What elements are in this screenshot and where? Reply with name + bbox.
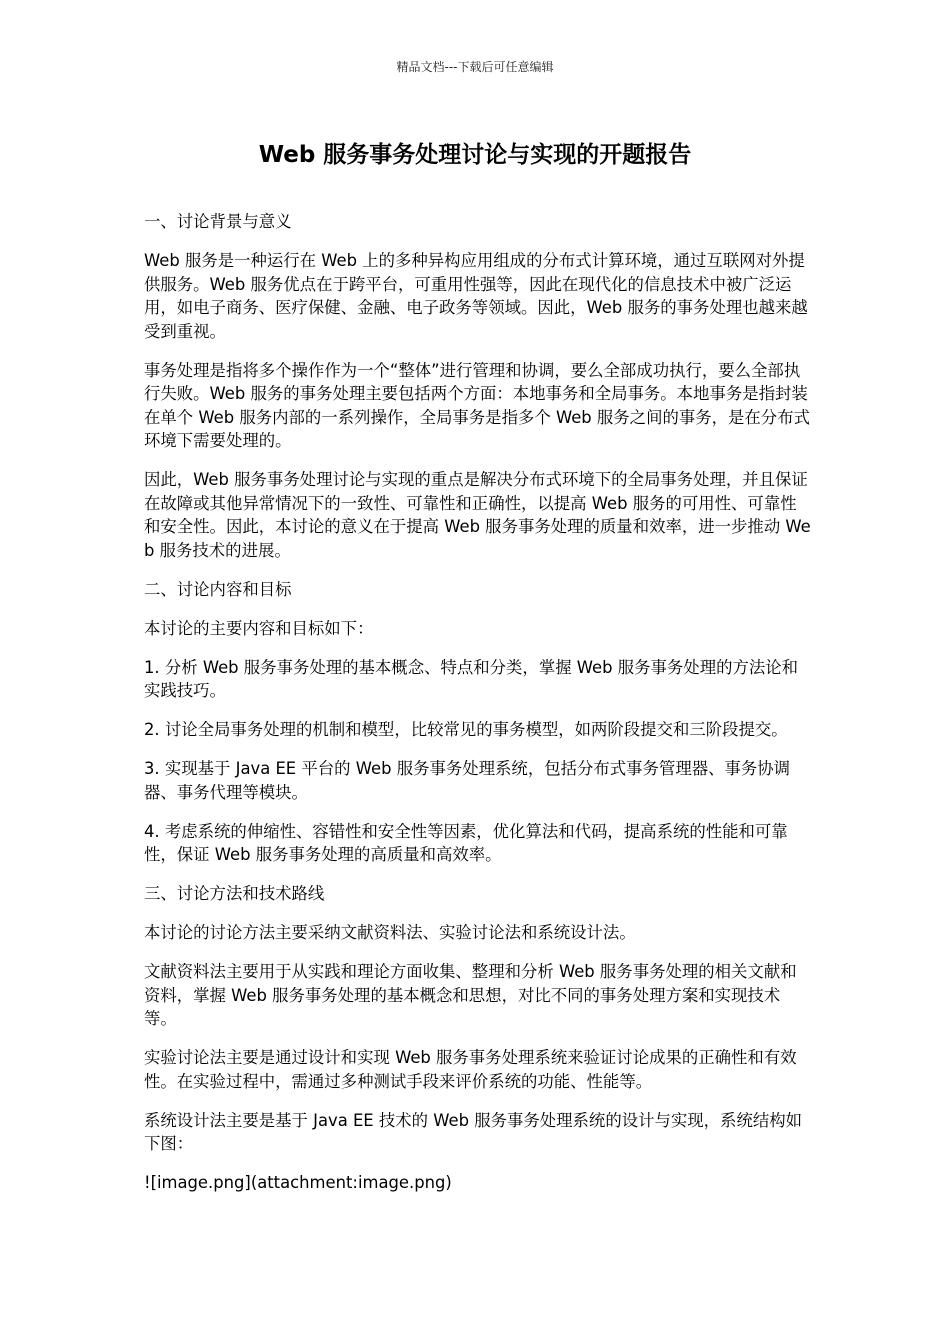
section-2-item-4: 4. 考虑系统的伸缩性、容错性和安全性等因素，优化算法和代码，提高系统的性能和可靠性，保证 Web 服务事务处理的高质量和高效率。 bbox=[144, 821, 788, 864]
section-3-paragraph-3: 实验讨论法主要是通过设计和实现 Web 服务事务处理系统来验证讨论成果的正确性和有效性。在实验过程中，需通过多种测试手段来评价系统的功能、性能等。 bbox=[144, 1048, 797, 1091]
document-title: Web 服务事务处理讨论与实现的开题报告 bbox=[258, 142, 692, 168]
section-2-item-3: 3. 实现基于 Java EE 平台的 Web 服务事务处理系统，包括分布式事务管理器、事务协调器、事务代理等模块。 bbox=[144, 759, 791, 802]
section-2-heading: 二、讨论内容和目标 bbox=[144, 579, 292, 599]
section-2-intro: 本讨论的主要内容和目标如下： bbox=[144, 618, 374, 638]
section-1-heading: 一、讨论背景与意义 bbox=[144, 212, 292, 231]
section-2-item-2: 2. 讨论全局事务处理的机制和模型，比较常见的事务模型，如两阶段提交和三阶段提交。 bbox=[144, 720, 788, 739]
section-3-paragraph-2: 文献资料法主要用于从实践和理论方面收集、整理和分析 Web 服务事务处理的相关文献和资料，掌握 Web 服务事务处理的基本概念和思想，对比不同的事务处理方案和实现技术等。 bbox=[144, 962, 797, 1028]
image-reference-text: ![image.png](attachment:image.png) bbox=[144, 1173, 452, 1192]
section-3-paragraph-1: 本讨论的讨论方法主要采纳文献资料法、实验讨论法和系统设计法。 bbox=[144, 923, 636, 942]
header-note: 精品文档---下载后可任意编辑 bbox=[396, 60, 554, 74]
section-1-paragraph-2: 事务处理是指将多个操作作为一个“整体”进行管理和协调，要么全部成功执行，要么全部执行失败。Web 服务的事务处理主要包括两个方面：本地事务和全局事务。本地事务是指封装在单个 Web 服务内部的一系列操作，全局事务是指多个 Web 服务之间的事务，是在分布式环境下需要处理的。 bbox=[144, 360, 810, 450]
document-body bbox=[144, 210, 812, 1210]
section-1-paragraph-3: 因此，Web 服务事务处理讨论与实现的重点是解决分布式环境下的全局事务处理，并且保证在故障或其他异常情况下的一致性、可靠性和正确性，以提高 Web 服务的可用性、可靠性和安全性。因此，本讨论的意义在于提高 Web 服务事务处理的质量和效率，进一步推动 Web 服务技术的进展。 bbox=[144, 470, 811, 560]
section-2-item-1: 1. 分析 Web 服务事务处理的基本概念、特点和分类，掌握 Web 服务事务处理的方法论和实践技巧。 bbox=[144, 657, 799, 700]
section-3-paragraph-4: 系统设计法主要是基于 Java EE 技术的 Web 服务事务处理系统的设计与实现，系统结构如下图： bbox=[144, 1110, 803, 1153]
section-1-paragraph-1: Web 服务是一种运行在 Web 上的多种异构应用组成的分布式计算环境，通过互联网对外提供服务。Web 服务优点在于跨平台，可重用性强等，因此在现代化的信息技术中被广泛运用，如电子商务、医疗保健、金融、电子政务等领域。因此，Web 服务的事务处理也越来越受到重视。 bbox=[144, 251, 808, 341]
section-3-heading: 三、讨论方法和技术路线 bbox=[144, 884, 325, 903]
